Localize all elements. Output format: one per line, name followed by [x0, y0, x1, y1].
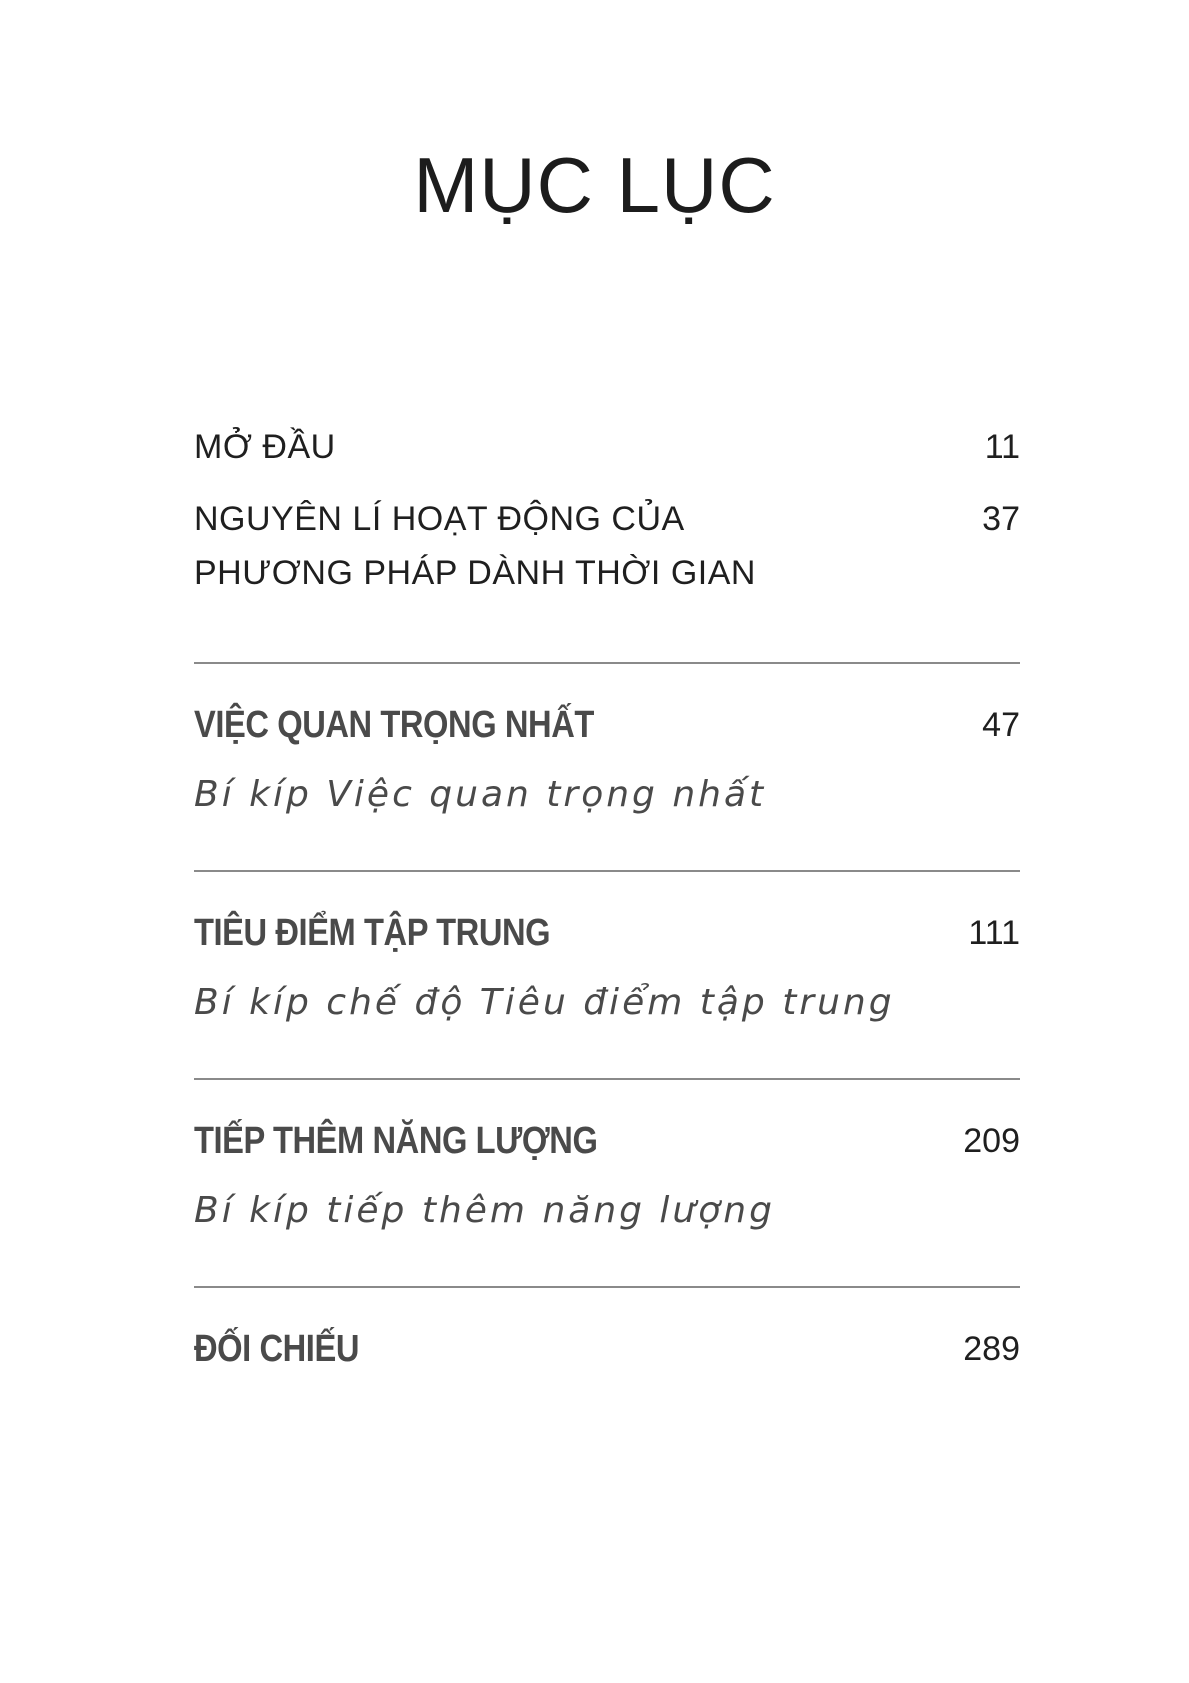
toc-section-energy [194, 1080, 1020, 1286]
toc-section-focus [194, 872, 1020, 1078]
toc-entry-introduction[interactable] [194, 420, 1020, 474]
toc-entry-reflection[interactable] [194, 1322, 1020, 1376]
toc-entry-most-important[interactable] [194, 698, 1020, 752]
toc-entry-page-number: 37 [982, 500, 1020, 538]
toc-section-most-important [194, 664, 1020, 870]
toc-section-title: VIỆC QUAN TRỌNG NHẤT [194, 704, 594, 746]
toc-entry-page-number: 11 [984, 428, 1020, 466]
toc-section-subtitle: Bí kíp Việc quan trọng nhất [194, 774, 767, 815]
table-of-contents [194, 420, 1020, 1376]
toc-entry-page-number: 47 [982, 706, 1020, 744]
toc-entry-energy[interactable] [194, 1114, 1020, 1168]
toc-entry-label: MỞ ĐẦU [194, 428, 336, 466]
toc-entry-page-number: 289 [963, 1330, 1020, 1368]
toc-entry-label: NGUYÊN LÍ HOẠT ĐỘNG CỦA PHƯƠNG PHÁP DÀNH THỜI GIAN [194, 500, 756, 592]
toc-entry-page-number: 209 [963, 1122, 1020, 1160]
toc-section-title: TIẾP THÊM NĂNG LƯỢNG [194, 1120, 598, 1162]
toc-section-reflection [194, 1288, 1020, 1376]
toc-section-title: TIÊU ĐIỂM TẬP TRUNG [194, 912, 551, 954]
toc-entry-focus[interactable] [194, 906, 1020, 960]
toc-section-subtitle: Bí kíp chế độ Tiêu điểm tập trung [194, 982, 895, 1023]
page-title: MỤC LỤC [413, 141, 776, 229]
toc-entry-page-number: 111 [968, 914, 1020, 952]
toc-section-subtitle: Bí kíp tiếp thêm năng lượng [194, 1190, 775, 1231]
toc-entry-operating-principle[interactable] [194, 492, 1020, 600]
toc-section-title: ĐỐI CHIẾU [194, 1328, 359, 1370]
